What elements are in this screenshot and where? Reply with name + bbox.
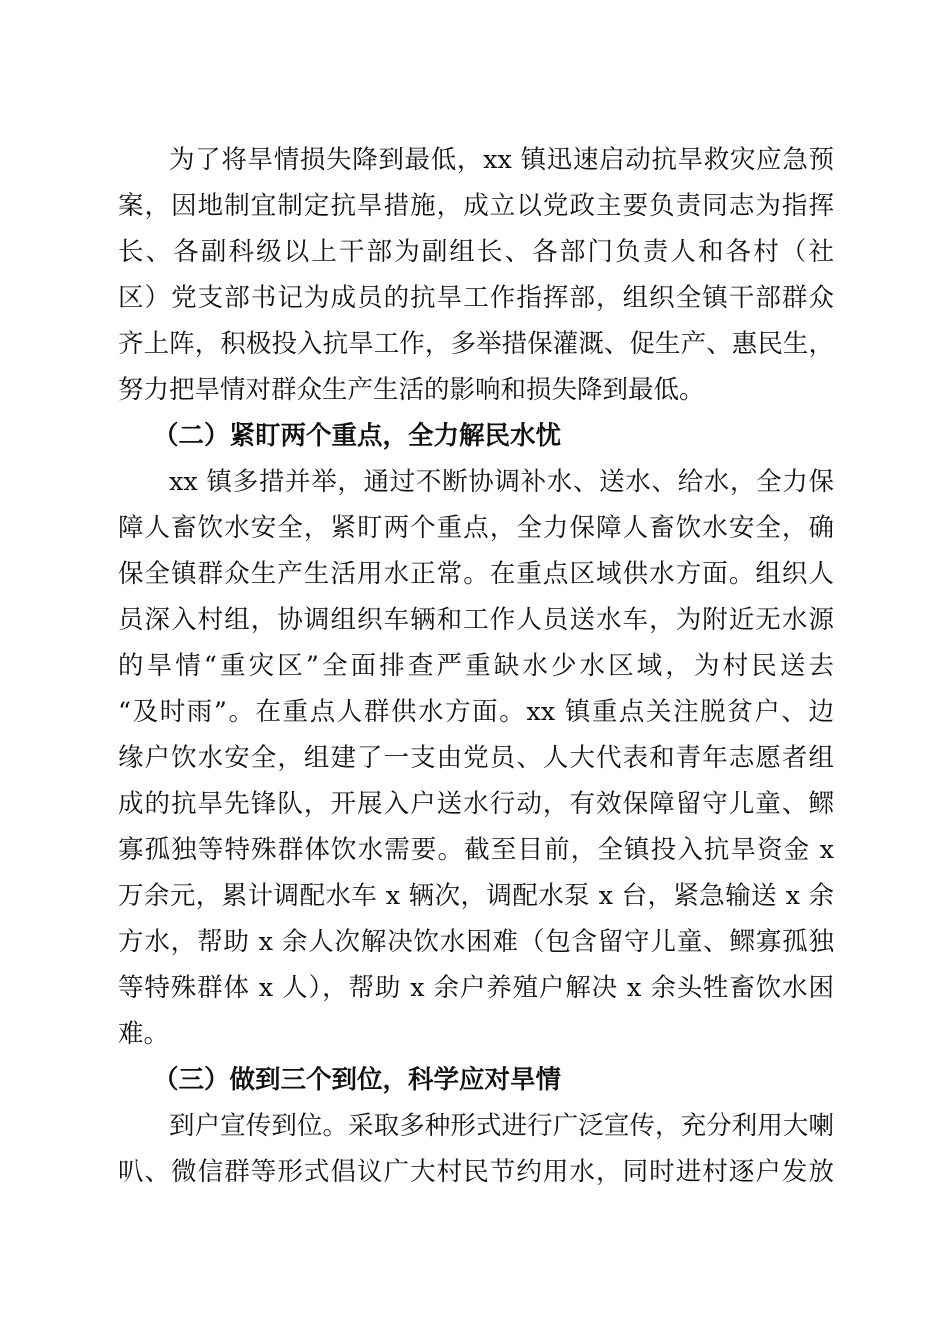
paragraph-2-line-3: 保全镇群众生产生活用水正常。在重点区域供水方面。组织人 [118, 559, 834, 589]
paragraph-2-line-4: 员深入村组，协调组织车辆和工作人员送水车，为附近无水源 [118, 605, 834, 635]
paragraph-2-line-10: 万余元，累计调配水车 x 辆次，调配水泵 x 台，紧急输送 x 余 [118, 881, 834, 911]
paragraph-1-line-4: 区）党支部书记为成员的抗旱工作指挥部，组织全镇干部群众 [118, 283, 834, 313]
paragraph-1-line-2: 案，因地制宜制定抗旱措施，成立以党政主要负责同志为指挥 [118, 191, 834, 221]
paragraph-2-line-5: 的旱情“重灾区”全面排查严重缺水少水区域，为村民送去 [118, 651, 834, 681]
paragraph-2-line-1: xx 镇多措并举，通过不断协调补水、送水、给水，全力保 [169, 467, 834, 497]
paragraph-1-line-1: 为了将旱情损失降到最低，xx 镇迅速启动抗旱救灾应急预 [169, 145, 834, 175]
paragraph-2-line-8: 成的抗旱先锋队，开展入户送水行动，有效保障留守儿童、鳏 [118, 789, 834, 819]
paragraph-2-line-9: 寡孤独等特殊群体饮水需要。截至目前，全镇投入抗旱资金 x [118, 835, 834, 865]
paragraph-2-line-13: 难。 [118, 1019, 170, 1049]
paragraph-3-line-1: 到户宣传到位。采取多种形式进行广泛宣传，充分利用大喇 [169, 1111, 834, 1141]
section-heading-2: （二）紧盯两个重点，全力解民水忧 [153, 421, 562, 451]
paragraph-1-line-6: 努力把旱情对群众生产生活的影响和损失降到最低。 [118, 375, 705, 405]
paragraph-2-line-7: 缘户饮水安全，组建了一支由党员、人大代表和青年志愿者组 [118, 743, 834, 773]
paragraph-1-line-5: 齐上阵，积极投入抗旱工作，多举措保灌溉、促生产、惠民生， [118, 329, 834, 359]
paragraph-2-line-6: “及时雨”。在重点人群供水方面。xx 镇重点关注脱贫户、边 [118, 697, 834, 727]
paragraph-1-line-3: 长、各副科级以上干部为副组长、各部门负责人和各村（社 [118, 237, 834, 267]
section-heading-3: （三）做到三个到位，科学应对旱情 [153, 1065, 562, 1095]
paragraph-2-line-11: 方水，帮助 x 余人次解决饮水困难（包含留守儿童、鳏寡孤独 [118, 927, 834, 957]
paragraph-2-line-2: 障人畜饮水安全，紧盯两个重点，全力保障人畜饮水安全，确 [118, 513, 834, 543]
paragraph-2-line-12: 等特殊群体 x 人），帮助 x 余户养殖户解决 x 余头牲畜饮水困 [118, 973, 834, 1003]
paragraph-3-line-2: 叭、微信群等形式倡议广大村民节约用水，同时进村逐户发放 [118, 1157, 834, 1187]
